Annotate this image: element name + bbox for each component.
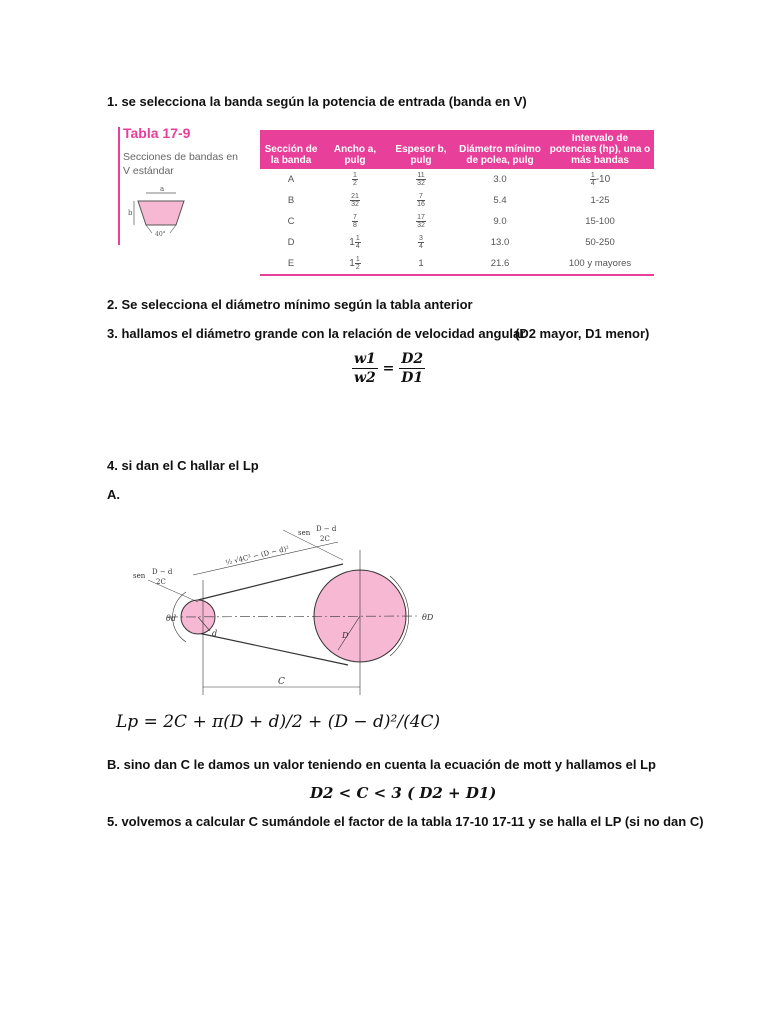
header-seccion: Sección de la banda <box>260 130 322 169</box>
cell-sec: B <box>287 195 295 206</box>
cell-dmin: 9.0 <box>493 216 507 227</box>
cell-hp: 100 y mayores <box>546 253 654 275</box>
cell-a: 1 $\frac{1}{2}$ <box>322 253 388 275</box>
label-C: C <box>278 677 285 687</box>
belt-drive-diagram <box>128 520 468 700</box>
cell-b: $\frac{7}{16}$ <box>417 193 425 208</box>
fig-label-a: a <box>160 187 165 193</box>
svg-text:D − d: D − d <box>152 568 173 576</box>
label-sen-left: sen <box>133 572 146 580</box>
step-4: 4. si dan el C hallar el Lp <box>107 458 259 473</box>
svg-text:2C: 2C <box>156 578 166 586</box>
cell-sec: E <box>260 253 322 275</box>
cell-hp: $\frac{1}{4}$ -10 <box>590 172 611 187</box>
header-potencias: Intervalo de potencias (hp), una o más bandas <box>546 130 654 169</box>
lp-equation: Lp = 2C + π(D + d)/2 + (D − d)²/(4C) <box>116 712 441 732</box>
fig-label-angle: 40° <box>155 231 166 238</box>
cell-a: 1 $\frac{1}{4}$ <box>349 235 360 250</box>
label-span: ½ √4C² − (D − d)² <box>224 544 290 567</box>
cell-sec: A <box>287 174 295 185</box>
cell-sec: C <box>287 216 295 227</box>
svg-text:D − d: D − d <box>316 525 337 533</box>
cell-a: $\frac{21}{32}$ <box>351 193 359 208</box>
table-subtitle: Secciones de bandas en V estándar <box>123 151 239 177</box>
mott-equation: D2 < C < 3 ( D2 + D1) <box>310 784 497 802</box>
table-row <box>260 190 654 211</box>
cell-b: $\frac{17}{32}$ <box>417 214 425 229</box>
label-theta-D: θD <box>422 613 434 622</box>
cell-dmin: 21.6 <box>454 253 546 275</box>
svg-text:2C: 2C <box>320 535 330 543</box>
cell-hp: 1-25 <box>590 195 610 206</box>
table-17-9-figure <box>118 125 654 280</box>
fig-label-b: b <box>128 209 133 217</box>
cell-dmin: 3.0 <box>493 174 507 185</box>
step-4b: B. sino dan C le damos un valor teniendo en cuenta la ecuación de mott y hallamos el Lp <box>107 757 657 772</box>
cell-a: $\frac{1}{2}$ <box>353 172 357 187</box>
belt-section-sketch <box>126 187 196 247</box>
cell-dmin: 5.4 <box>493 195 507 206</box>
cell-hp: 50-250 <box>585 237 615 248</box>
belt-sections-table <box>260 130 654 276</box>
cell-dmin: 13.0 <box>490 237 510 248</box>
header-espesor: Espesor b, pulg <box>388 130 454 169</box>
header-diametro: Diámetro mínimo de polea, pulg <box>454 130 546 169</box>
header-ancho: Ancho a, pulg <box>322 130 388 169</box>
step-1: 1. se selecciona la banda según la potencia de entrada (banda en V) <box>107 94 527 109</box>
table-row <box>260 211 654 232</box>
accent-bar <box>118 127 120 245</box>
step-3: 3. hallamos el diámetro grande con la relación de velocidad angular <box>107 326 526 341</box>
cell-b: 1 <box>388 253 454 275</box>
label-d: d <box>212 629 218 638</box>
table-row <box>260 253 654 275</box>
table-row <box>260 232 654 253</box>
velocity-ratio-equation: $\frac{w1}{w2}$ = $\frac{D2}{D1}$ <box>354 351 424 386</box>
step-5: 5. volvemos a calcular C sumándole el factor de la tabla 17-10 17-11 y se halla el LP (si no dan C) <box>107 814 704 829</box>
table-row <box>260 169 654 190</box>
label-theta-d: θd <box>166 614 176 623</box>
cell-hp: 15-100 <box>585 216 615 227</box>
cell-b: $\frac{11}{32}$ <box>417 172 425 187</box>
label-sen-top: sen <box>298 529 311 537</box>
cell-sec: D <box>287 237 295 248</box>
cell-a: $\frac{7}{8}$ <box>353 214 357 229</box>
step-2: 2. Se selecciona el diámetro mínimo según la tabla anterior <box>107 297 473 312</box>
step-4a: A. <box>107 487 120 502</box>
table-title: Tabla 17-9 <box>123 125 191 141</box>
cell-b: $\frac{3}{4}$ <box>419 235 423 250</box>
label-D: D <box>342 631 349 640</box>
step-3-note: (D2 mayor, D1 menor) <box>515 326 650 341</box>
